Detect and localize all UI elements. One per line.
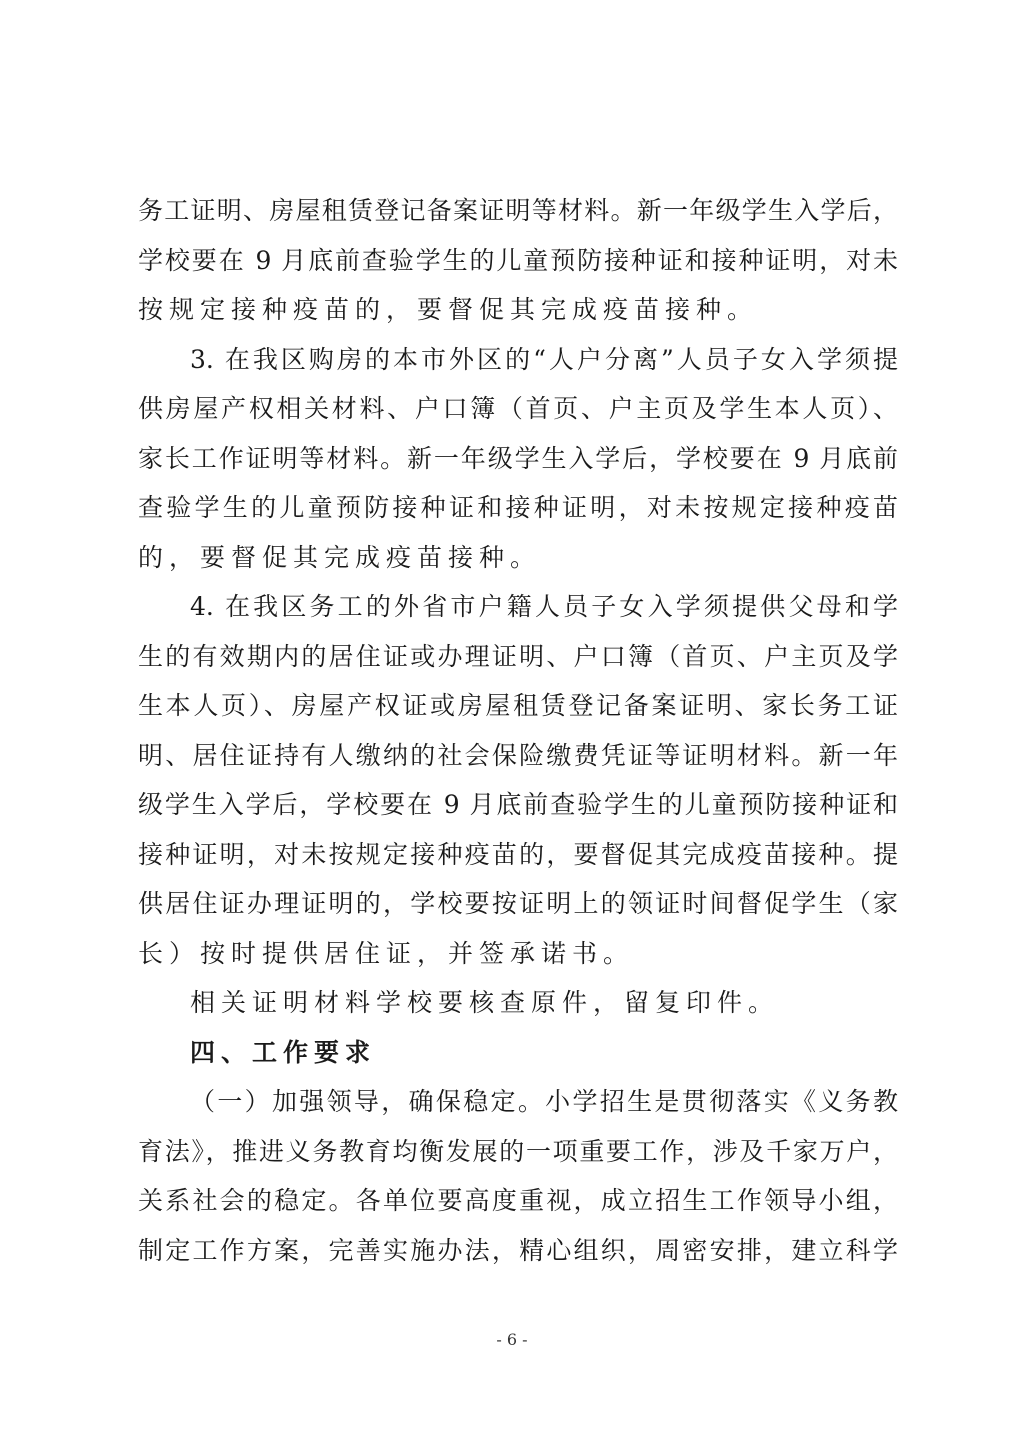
line-text: 供房屋产权相关材料、户口簿（首页、户主页及学生本人页）、 [138, 394, 898, 423]
line-text: 4. 在我区务工的外省市户籍人员子女入学须提供父母和学 [190, 592, 898, 621]
text-line-22 [138, 1226, 898, 1276]
line-text: 家长工作证明等材料。新一年级学生入学后，学校要在 9 月底前 [138, 443, 898, 473]
line-text: 相关证明材料学校要核查原件，留复印件。 [190, 988, 780, 1017]
line-text: 长）按时提供居住证，并签承诺书。 [138, 938, 635, 968]
text-line-16 [138, 929, 898, 979]
body-text [138, 186, 898, 1275]
text-line-5 [138, 384, 898, 434]
text-line-21 [138, 1176, 898, 1226]
line-text: 生本人页）、房屋产权证或房屋租赁登记备案证明、家长务工证 [138, 691, 898, 720]
text-line-4 [138, 335, 898, 385]
line-text: 制定工作方案，完善实施办法，精心组织，周密安排，建立科学 [138, 1235, 898, 1265]
text-line-14 [138, 830, 898, 880]
line-text: （一）加强领导，确保稳定。小学招生是贯彻落实《义务教 [190, 1087, 898, 1116]
text-line-11 [138, 681, 898, 731]
line-text: 3. 在我区购房的本市外区的“人户分离”人员子女入学须提 [190, 344, 898, 374]
line-text: 学校要在 9 月底前查验学生的儿童预防接种证和接种证明，对未 [138, 245, 898, 275]
text-line-17 [138, 978, 898, 1028]
line-text: 按规定接种疫苗的，要督促其完成疫苗接种。 [138, 295, 759, 324]
line-text: 供居住证办理证明的，学校要按证明上的领证时间督促学生（家 [138, 889, 898, 918]
heading-text: 四、工作要求 [190, 1037, 377, 1067]
text-line-13 [138, 780, 898, 830]
line-text: 明、居住证持有人缴纳的社会保险缴费凭证等证明材料。新一年 [138, 740, 898, 770]
text-line-20 [138, 1127, 898, 1177]
line-text: 务工证明、房屋租赁登记备案证明等材料。新一年级学生入学后， [138, 196, 898, 225]
text-line-10 [138, 632, 898, 682]
page-number: - 6 - [496, 1330, 528, 1349]
text-line-3 [138, 285, 898, 335]
text-line-6 [138, 434, 898, 484]
line-text: 级学生入学后，学校要在 9 月底前查验学生的儿童预防接种证和 [138, 790, 898, 819]
line-text: 育法》，推进义务教育均衡发展的一项重要工作，涉及千家万户， [138, 1136, 898, 1166]
text-line-19 [138, 1077, 898, 1127]
text-line-1 [138, 186, 898, 236]
section-heading [138, 1028, 898, 1078]
line-text: 接种证明，对未按规定接种疫苗的，要督促其完成疫苗接种。提 [138, 839, 898, 869]
text-line-2 [138, 236, 898, 286]
line-text: 生的有效期内的居住证或办理证明、户口簿（首页、户主页及学 [138, 641, 898, 671]
text-line-8 [138, 533, 898, 583]
text-line-15 [138, 879, 898, 929]
line-text: 查验学生的儿童预防接种证和接种证明，对未按规定接种疫苗 [138, 493, 898, 522]
text-line-7 [138, 483, 898, 533]
line-text: 关系社会的稳定。各单位要高度重视，成立招生工作领导小组， [138, 1186, 898, 1215]
line-text: 的，要督促其完成疫苗接种。 [138, 542, 542, 572]
text-line-12 [138, 731, 898, 781]
text-line-9 [138, 582, 898, 632]
